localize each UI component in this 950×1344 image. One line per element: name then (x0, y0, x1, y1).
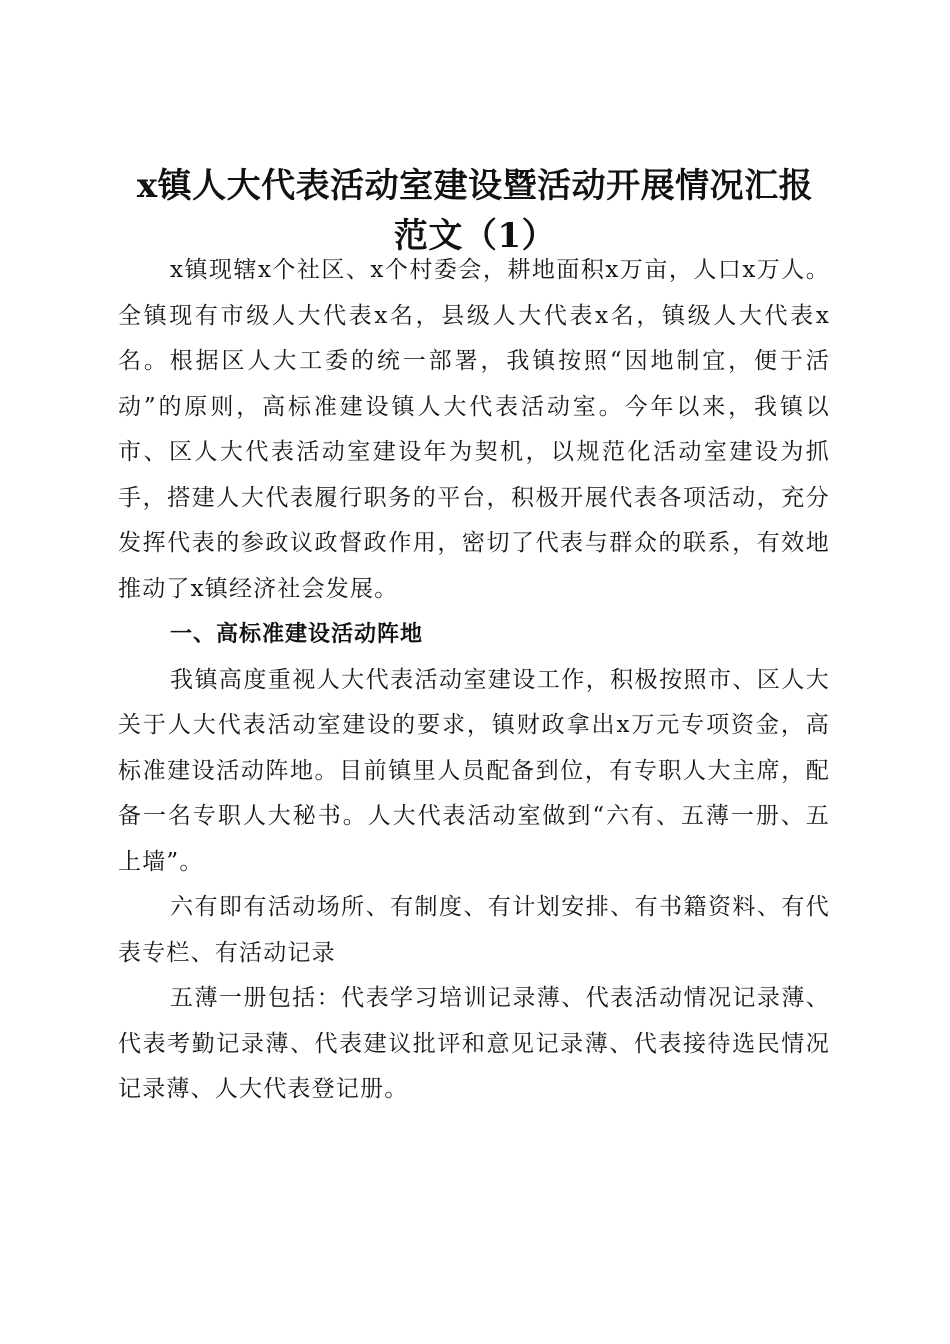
title-line-2: 范文（1） (393, 215, 557, 256)
document-title (110, 161, 840, 261)
title-line-1: x镇人大代表活动室建设暨活动开展情况汇报 (136, 165, 814, 206)
section-heading-1: 一、高标准建设活动阵地 (170, 622, 424, 647)
document-body (118, 248, 830, 1113)
section1-paragraph-3: 五薄一册包括：代表学习培训记录薄、代表活动情况记录薄、代表考勤记录薄、代表建议批评和意见记录薄、代表接待选民情况记录薄、人大代表登记册。 (118, 985, 830, 1102)
intro-paragraph: x镇现辖x个社区、x个村委会，耕地面积x万亩，人口x万人。全镇现有市级人大代表x名，县级人大代表x名，镇级人大代表x名。根据区人大工委的统一部署，我镇按照“因地制宜，便于活动”的原则，高标准建设镇人大代表活动室。今年以来，我镇以市、区人大代表活动室建设年为契机，以规范化活动室建设为抓手，搭建人大代表履行职务的平台，积极开展代表各项活动，充分发挥代表的参政议政督政作用，密切了代表与群众的联系，有效地推动了x镇经济社会发展。 (118, 257, 830, 602)
section1-paragraph-1: 我镇高度重视人大代表活动室建设工作，积极按照市、区人大关于人大代表活动室建设的要求，镇财政拿出x万元专项资金，高标准建设活动阵地。目前镇里人员配备到位，有专职人大主席，配备一名专职人大秘书。人大代表活动室做到“六有、五薄一册、五上墙”。 (118, 666, 830, 875)
section1-paragraph-2: 六有即有活动场所、有制度、有计划安排、有书籍资料、有代表专栏、有活动记录 (118, 894, 830, 966)
